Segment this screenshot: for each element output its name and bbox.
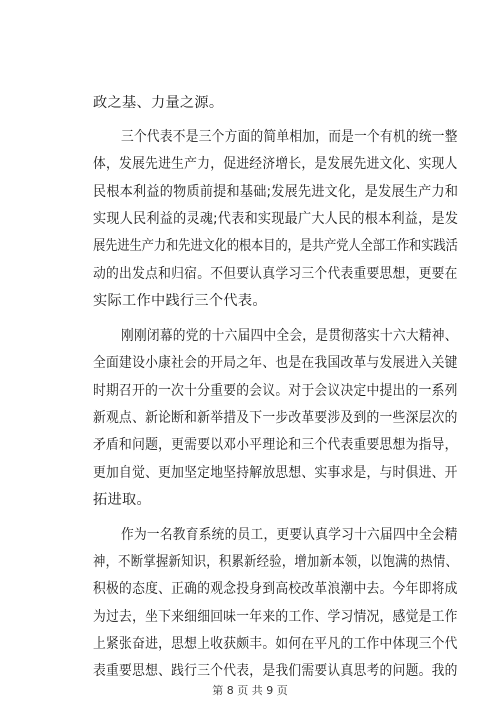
body-line: 民根本利益的物质前提和基础;发展先进文化，是发展生产力和 xyxy=(93,184,459,200)
paragraph-first-line: 作为一名教育系统的员工，更要认真学习十六届四中全会精 xyxy=(121,527,458,543)
paragraph-first-line: 刚刚闭幕的党的十六届四中全会，是贯彻落实十六大精神、 xyxy=(121,328,458,344)
body-line: 拓进取。 xyxy=(93,492,151,508)
body-line: 展先进生产力和先进文化的根本目的，是共产党人全部工作和实践活 xyxy=(93,238,458,254)
body-line: 为过去，坐下来细细回味一年来的工作、学习情况，感觉是工作 xyxy=(93,609,458,625)
body-line: 全面建设小康社会的开局之年、也是在我国改革与发展进入关键 xyxy=(93,355,458,371)
body-line: 上紧张奋进，思想上收获颇丰。如何在平凡的工作中体现三个代 xyxy=(93,636,458,652)
body-line: 实现人民利益的灵魂;代表和实现最广大人民的根本利益，是发 xyxy=(93,211,459,227)
body-line: 积极的态度、正确的观念投身到高校改革浪潮中去。今年即将成 xyxy=(93,581,458,597)
body-line: 表重要思想、践行三个代表，是我们需要认真思考的问题。我的 xyxy=(93,663,458,679)
page-number-footer: 第 8 页 共 9 页 xyxy=(212,684,288,697)
paragraph-first-line: 三个代表不是三个方面的简单相加，而是一个有机的统一整 xyxy=(121,129,458,145)
body-line: 神，不断掌握新知识，积累新经验，增加新本领，以饱满的热情、 xyxy=(93,554,459,570)
body-line: 实际工作中践行三个代表。 xyxy=(93,293,267,309)
body-line: 新观点、新论断和新举措及下一步改革要涉及到的一些深层次的 xyxy=(93,410,458,426)
body-line: 更加自觉、更加坚定地坚持解放思想、实事求是，与时俱进、开 xyxy=(93,465,458,481)
body-line: 矛盾和问题，更需要以邓小平理论和三个代表重要思想为指导， xyxy=(93,437,458,453)
body-line: 政之基、力量之源。 xyxy=(93,95,224,111)
body-line: 体，发展先进生产力，促进经济增长，是发展先进文化、实现人 xyxy=(93,156,458,172)
body-line: 动的出发点和归宿。不但要认真学习三个代表重要思想，更要在 xyxy=(93,266,458,282)
body-line: 时期召开的一次十分重要的会议。对于会议决定中提出的一系列 xyxy=(93,383,458,399)
